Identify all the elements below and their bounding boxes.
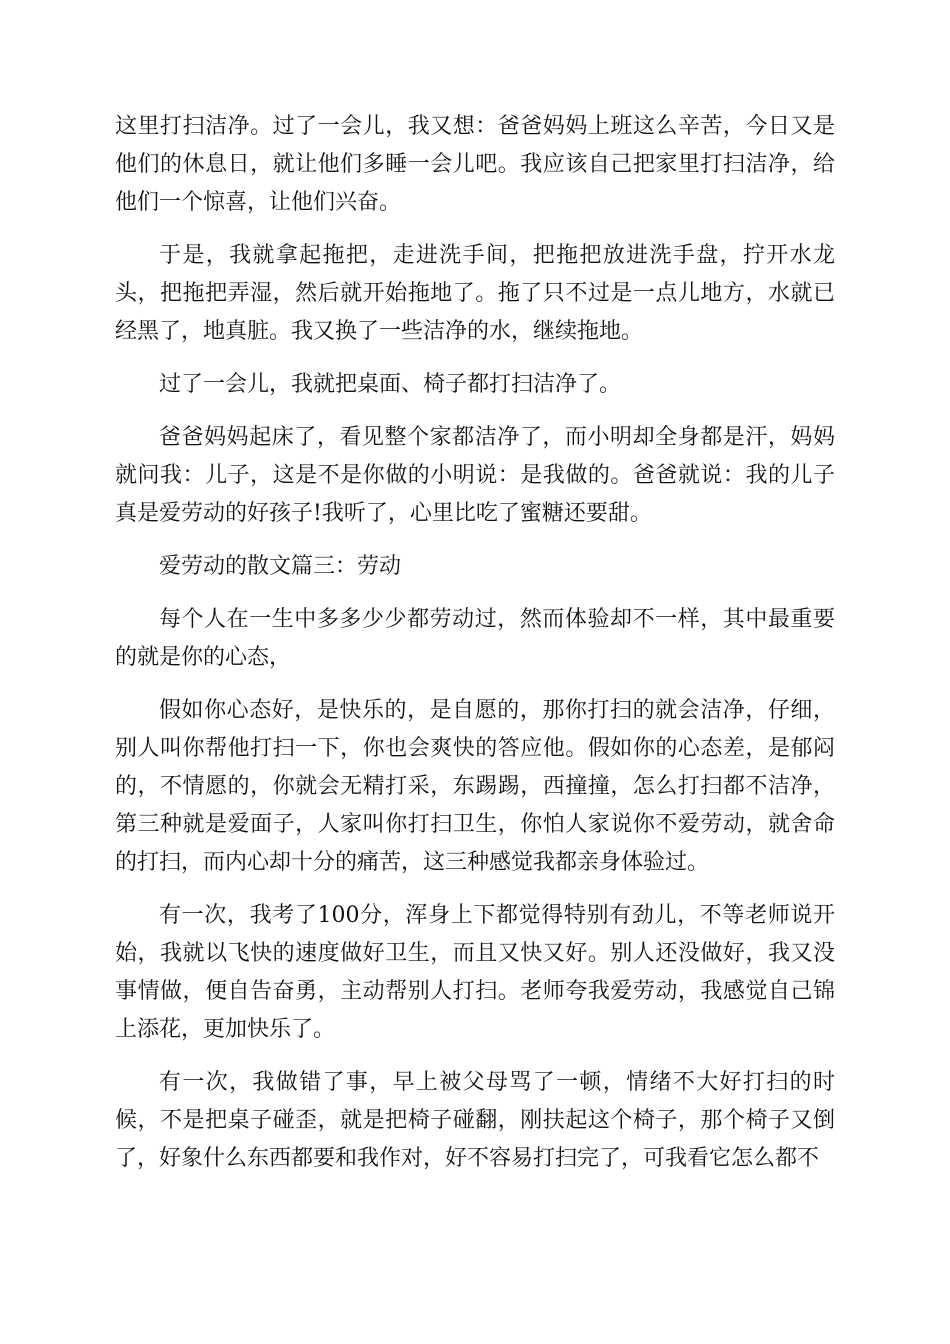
paragraph: 过了一会儿，我就把桌面、椅子都打扫洁净了。 — [159, 372, 622, 397]
paragraph: 假如你心态好，是快乐的，是自愿的，那你打扫的就会洁净，仔细，别人叫你帮他打扫一下，你也会爽快的答应他。假如你的心态差，是郁闷的，不情愿的，你就会无精打采，东踢踢，西撞撞，怎么打扫都不洁净，第三种就是爱面子，人家叫你打扫卫生，你怕人家说你不爱劳动，就舍命的打扫，而内心却十分的痛苦，这三种感觉我都亲身体验过。 — [115, 698, 835, 875]
paragraph-continued: 这里打扫洁净。过了一会儿，我又想：爸爸妈妈上班这么辛苦，今日又是他们的休息日，就让他们多睡一会儿吧。我应该自己把家里打扫洁净，给他们一个惊喜，让他们兴奋。 — [115, 114, 835, 215]
paragraph: 有一次，我考了100分，浑身上下都觉得特别有劲儿，不等老师说开始，我就以飞快的速度做好卫生，而且又快又好。别人还没做好，我又没事情做，便自告奋勇，主动帮别人打扫。老师夸我爱劳动，我感觉自己锦上添花，更加快乐了。 — [115, 903, 835, 1042]
paragraph: 爸爸妈妈起床了，看见整个家都洁净了，而小明却全身都是汗，妈妈就问我：儿子，这是不是你做的小明说：是我做的。爸爸就说：我的儿子真是爱劳动的好孩子!我听了，心里比吃了蜜糖还要甜。 — [115, 425, 835, 526]
document-body — [115, 108, 835, 1193]
paragraph: 每个人在一生中多多少少都劳动过，然而体验却不一样，其中最重要的就是你的心态， — [115, 607, 835, 670]
paragraph: 有一次，我做错了事，早上被父母骂了一顿，情绪不大好打扫的时候，不是把桌子碰歪，就是把椅子碰翻，刚扶起这个椅子，那个椅子又倒了，好象什么东西都要和我作对，好不容易打扫完了，可我看它怎么都不 — [115, 1070, 835, 1171]
paragraph: 于是，我就拿起拖把，走进洗手间，把拖把放进洗手盘，拧开水龙头，把拖把弄湿，然后就开始拖地了。拖了只不过是一点儿地方，水就已经黑了，地真脏。我又换了一些洁净的水，继续拖地。 — [115, 243, 835, 344]
section-heading: 爱劳动的散文篇三：劳动 — [159, 554, 402, 579]
